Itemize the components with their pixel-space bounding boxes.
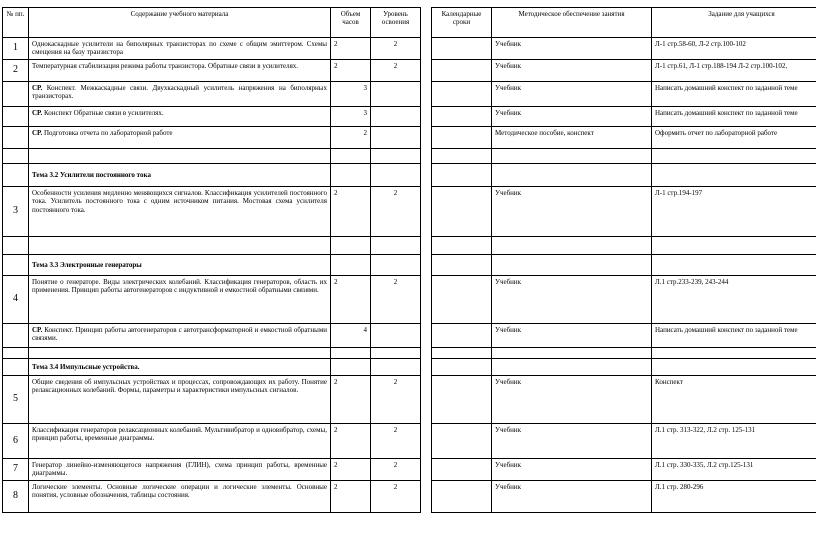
- row-dates: [432, 276, 492, 324]
- table-row: [3, 324, 421, 348]
- row-content: [29, 149, 331, 164]
- row-dates: [432, 107, 492, 127]
- row-level: [371, 164, 421, 187]
- row-level: 2: [371, 481, 421, 513]
- topic-title: Тема 3.3 Электронные генераторы: [32, 260, 142, 269]
- row-number: 3: [3, 187, 29, 237]
- row-number: 4: [3, 276, 29, 324]
- table-row: [432, 481, 816, 513]
- row-dates: [432, 348, 492, 359]
- row-number: [3, 82, 29, 107]
- row-dates: [432, 60, 492, 82]
- cr-label: СР.: [32, 109, 43, 117]
- table-row: [432, 164, 816, 187]
- row-task: Написать домашний конспект по заданной теме: [652, 324, 816, 348]
- content-text: Конспект Обратные связи в усилителях.: [42, 109, 164, 117]
- cr-label: СР.: [32, 129, 43, 137]
- row-hours: [331, 255, 371, 276]
- row-content: [29, 127, 331, 149]
- row-method: Учебник: [492, 107, 652, 127]
- row-level: 2: [371, 424, 421, 459]
- table-row: [432, 60, 816, 82]
- row-dates: [432, 376, 492, 424]
- row-task: Л-1 стр.194-197: [652, 187, 816, 237]
- row-task: Л.1 стр. 330-335, Л.2 стр.125-131: [652, 459, 816, 481]
- row-dates: [432, 38, 492, 60]
- row-level: [371, 149, 421, 164]
- topic-title: Тема 3.4 Импульсные устройства.: [32, 362, 140, 371]
- table-row: [3, 359, 421, 376]
- row-number: [3, 127, 29, 149]
- table-row: [3, 376, 421, 424]
- row-task: Написать домашний конспект по заданной теме: [652, 82, 816, 107]
- content-text: Конспект. Принцип работы автогенераторов с автотрансформаторной и емкостной обратными связями.: [32, 326, 327, 343]
- table-row: [3, 60, 421, 82]
- header-method: Методическое обеспечение занятия: [492, 8, 652, 38]
- row-hours: [331, 359, 371, 376]
- row-level: 2: [371, 459, 421, 481]
- row-number: [3, 359, 29, 376]
- table-row: [432, 255, 816, 276]
- table-row: [3, 276, 421, 324]
- row-hours: 3: [331, 107, 371, 127]
- methods-table: [431, 7, 816, 513]
- row-task: [652, 348, 816, 359]
- table-row: [432, 38, 816, 60]
- row-dates: [432, 324, 492, 348]
- table-row: [432, 82, 816, 107]
- row-method: Учебник: [492, 276, 652, 324]
- row-hours: [331, 149, 371, 164]
- table-row: [432, 107, 816, 127]
- row-number: [3, 107, 29, 127]
- row-level: 2: [371, 187, 421, 237]
- cr-label: СР.: [32, 326, 43, 334]
- row-content: [29, 60, 331, 82]
- row-method: [492, 255, 652, 276]
- row-level: [371, 107, 421, 127]
- table-row: [3, 82, 421, 107]
- row-dates: [432, 187, 492, 237]
- row-content: [29, 255, 331, 276]
- table-row: [3, 164, 421, 187]
- row-method: [492, 149, 652, 164]
- row-method: Учебник: [492, 481, 652, 513]
- row-level: 2: [371, 60, 421, 82]
- header-hours: Объем часов: [331, 8, 371, 38]
- row-method: [492, 348, 652, 359]
- row-hours: 2: [331, 424, 371, 459]
- lesson-plan-table: [2, 7, 421, 513]
- row-method: Учебник: [492, 38, 652, 60]
- row-task: [652, 164, 816, 187]
- header-task: Задание для учащихся: [652, 8, 816, 38]
- row-task: Л.1 стр.233-239, 243-244: [652, 276, 816, 324]
- row-task: [652, 149, 816, 164]
- table-row: [3, 237, 421, 255]
- content-text: Общие сведения об импульсных устройствах и процессах, сопровождающих их работу. Понятие релаксационных колебаний. Формы, параметры и характеристики импульсных сигналов.: [32, 378, 327, 395]
- table-row: [3, 149, 421, 164]
- content-text: Особенности усиления медленно меняющихся сигналов. Классификация усилителей постоянного тока. Усилитель постоянного тока с одним источником питания. Мостовая схема усилителя постоянного тока.: [32, 189, 327, 214]
- row-level: [371, 359, 421, 376]
- content-text: Подготовка отчета по лабораторной работе: [42, 129, 173, 137]
- content-text: Температурная стабилизация режима работы транзистора. Обратные связи в усилителях.: [32, 62, 299, 70]
- table-row: [3, 481, 421, 513]
- row-content: [29, 348, 331, 359]
- row-level: 2: [371, 276, 421, 324]
- row-number: 8: [3, 481, 29, 513]
- row-hours: 3: [331, 82, 371, 107]
- row-method: Учебник: [492, 459, 652, 481]
- row-task: Оформить отчет по лабораторной работе: [652, 127, 816, 149]
- table-row: [3, 459, 421, 481]
- table-row: [432, 376, 816, 424]
- table-row: [3, 107, 421, 127]
- table-header-row: [3, 8, 421, 38]
- row-hours: 4: [331, 324, 371, 348]
- row-content: [29, 424, 331, 459]
- table-row: [432, 359, 816, 376]
- row-method: Учебник: [492, 187, 652, 237]
- content-text: Однокаскадные усилители на биполярных транзисторах по схеме с общим эмиттером. Схемы смещения на базу транзистора: [32, 40, 327, 57]
- row-content: [29, 237, 331, 255]
- row-number: [3, 348, 29, 359]
- table-row: [3, 38, 421, 60]
- table-row: [432, 187, 816, 237]
- content-text: Классификация генераторов релаксационных колебаний. Мультивибратор и одновибратор, схемы, принцип работы, временные диаграммы.: [32, 426, 327, 443]
- table-row: [432, 459, 816, 481]
- table-row: [432, 237, 816, 255]
- row-content: [29, 324, 331, 348]
- row-number: 2: [3, 60, 29, 82]
- row-level: 2: [371, 376, 421, 424]
- row-content: [29, 38, 331, 60]
- row-method: [492, 237, 652, 255]
- row-dates: [432, 237, 492, 255]
- content-text: Конспект. Межкаскадные связи. Двухкаскадный усилитель напряжения на биполярных транзисторах.: [32, 84, 327, 101]
- row-content: [29, 359, 331, 376]
- row-content: [29, 376, 331, 424]
- row-hours: 2: [331, 187, 371, 237]
- row-dates: [432, 424, 492, 459]
- table-row: [3, 255, 421, 276]
- row-method: Учебник: [492, 60, 652, 82]
- row-hours: 2: [331, 127, 371, 149]
- row-number: 7: [3, 459, 29, 481]
- row-level: 2: [371, 38, 421, 60]
- row-content: [29, 187, 331, 237]
- table-row: [432, 324, 816, 348]
- header-dates: Календарные сроки: [432, 8, 492, 38]
- row-number: [3, 324, 29, 348]
- table-row: [432, 276, 816, 324]
- row-task: Написать домашний конспект по заданной теме: [652, 107, 816, 127]
- row-number: [3, 149, 29, 164]
- header-level: Уровень освоения: [371, 8, 421, 38]
- row-content: [29, 107, 331, 127]
- row-hours: [331, 237, 371, 255]
- row-method: [492, 164, 652, 187]
- row-dates: [432, 481, 492, 513]
- row-hours: [331, 348, 371, 359]
- row-method: Учебник: [492, 424, 652, 459]
- row-level: [371, 237, 421, 255]
- content-text: Логические элементы. Основные логические операции и логические элементы. Основные понятия, условные обозначения, таблицы состояния.: [32, 483, 327, 500]
- row-level: [371, 255, 421, 276]
- row-number: [3, 255, 29, 276]
- row-level: [371, 348, 421, 359]
- table-row: [432, 149, 816, 164]
- row-hours: 2: [331, 376, 371, 424]
- row-dates: [432, 82, 492, 107]
- table-row: [3, 424, 421, 459]
- content-text: Генератор линейно-изменяющегося напряжения (ГЛИН), схема принцип работы, временные диаграммы.: [32, 461, 327, 478]
- row-number: [3, 164, 29, 187]
- row-number: 6: [3, 424, 29, 459]
- row-number: 5: [3, 376, 29, 424]
- row-task: Л-1 стр.61, Л-1 стр.188-194 Л-2 стр.100-102,: [652, 60, 816, 82]
- cr-label: СР.: [32, 84, 43, 92]
- row-content: [29, 164, 331, 187]
- content-text: Понятие о генераторе. Виды электрических колебаний. Классификация генераторов, область их применения. Принцип работы автогенераторов с индуктивной и емкостной обратными связями.: [32, 278, 327, 295]
- row-level: [371, 82, 421, 107]
- table-row: [432, 348, 816, 359]
- row-dates: [432, 255, 492, 276]
- row-method: Методическое пособие, конспект: [492, 127, 652, 149]
- row-method: Учебник: [492, 324, 652, 348]
- row-task: [652, 255, 816, 276]
- row-number: 1: [3, 38, 29, 60]
- row-hours: 2: [331, 60, 371, 82]
- row-task: Л.1 стр. 313-322, Л.2 стр. 125-131: [652, 424, 816, 459]
- row-content: [29, 276, 331, 324]
- row-hours: [331, 164, 371, 187]
- header-num: № пп.: [3, 8, 29, 38]
- row-hours: 2: [331, 38, 371, 60]
- row-task: Конспект: [652, 376, 816, 424]
- row-hours: 2: [331, 276, 371, 324]
- row-dates: [432, 359, 492, 376]
- row-method: Учебник: [492, 82, 652, 107]
- topic-title: Тема 3.2 Усилители постоянного тока: [32, 170, 151, 179]
- row-task: Л-1 стр.58-60, Л-2 стр.100-102: [652, 38, 816, 60]
- row-dates: [432, 164, 492, 187]
- row-number: [3, 237, 29, 255]
- row-level: [371, 127, 421, 149]
- row-dates: [432, 459, 492, 481]
- row-hours: 2: [331, 481, 371, 513]
- header-content: Содержание учебного материала: [29, 8, 331, 38]
- table-header-row: [432, 8, 816, 38]
- row-task: Л.1 стр. 280-296: [652, 481, 816, 513]
- table-row: [3, 348, 421, 359]
- row-content: [29, 481, 331, 513]
- row-hours: 2: [331, 459, 371, 481]
- table-row: [3, 127, 421, 149]
- table-row: [432, 127, 816, 149]
- row-content: [29, 459, 331, 481]
- row-dates: [432, 149, 492, 164]
- row-task: [652, 359, 816, 376]
- row-method: Учебник: [492, 376, 652, 424]
- row-method: [492, 359, 652, 376]
- row-dates: [432, 127, 492, 149]
- table-row: [3, 187, 421, 237]
- row-level: [371, 324, 421, 348]
- row-content: [29, 82, 331, 107]
- table-row: [432, 424, 816, 459]
- row-task: [652, 237, 816, 255]
